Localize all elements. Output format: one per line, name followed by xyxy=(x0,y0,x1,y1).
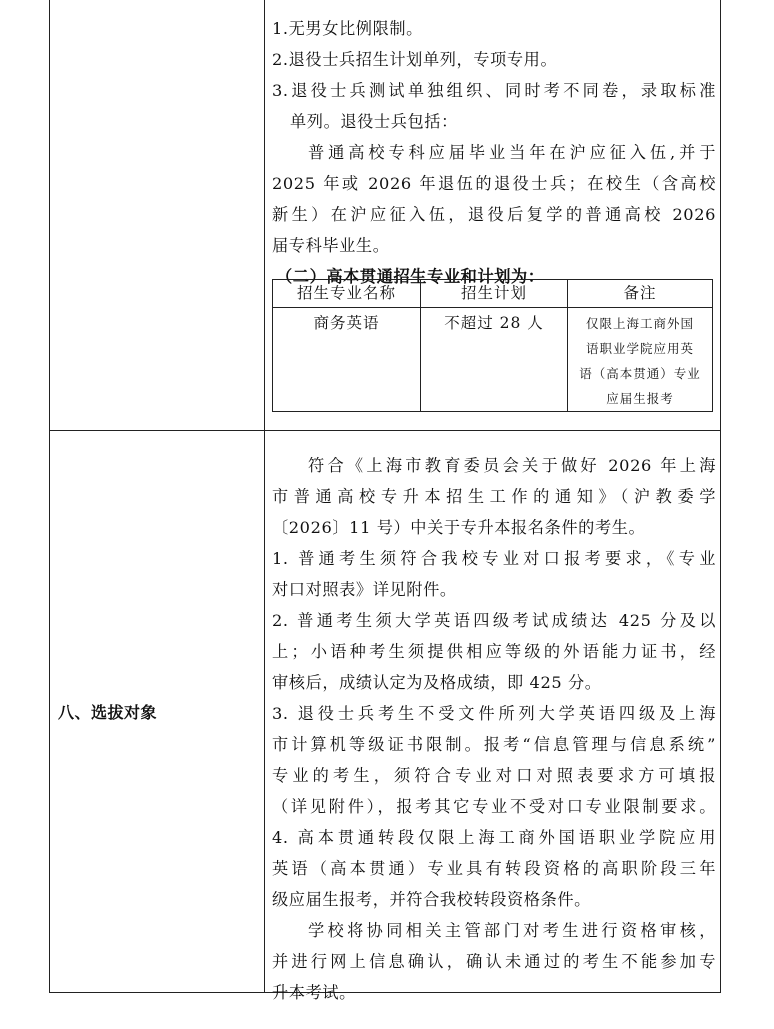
row-label: 八、选拔对象 xyxy=(58,703,158,722)
note-line: 应届生报考 xyxy=(606,391,674,406)
text-line: 单列。退役士兵包括： xyxy=(290,112,458,131)
text-line: （详见附件），报考其它专业不受对口专业限制要求。 xyxy=(272,797,716,816)
text-line: 学校将协同相关主管部门对考生进行资格审核， xyxy=(308,921,716,940)
text-line: 符合《上海市教育委员会关于做好 2026 年上海 xyxy=(308,456,716,475)
plan-table xyxy=(272,279,713,412)
column-divider xyxy=(264,0,265,993)
subheading: （二）高本贯通招生专业和计划为： xyxy=(276,267,545,286)
text-line: 英语（高本贯通）专业具有转段资格的高职阶段三年 xyxy=(272,859,716,878)
table-header: 招生专业名称 xyxy=(273,280,421,308)
text-line: 3.退役士兵测试单独组织、同时考不同卷，录取标准 xyxy=(272,81,716,100)
table-header: 备注 xyxy=(568,280,713,308)
note-line: 仅限上海工商外国 xyxy=(585,316,694,331)
text-line: 对口对照表》详见附件。 xyxy=(272,580,457,599)
text-line: 级应届生报考，并符合我校转段资格条件。 xyxy=(272,890,591,909)
text-line: 市普通高校专升本招生工作的通知》（沪教委学 xyxy=(272,487,716,506)
text-line: 2. 普通考生须大学英语四级考试成绩达 425 分及以 xyxy=(272,611,716,630)
row-divider xyxy=(49,430,721,431)
text-line: 并进行网上信息确认，确认未通过的考生不能参加专 xyxy=(272,952,716,971)
text-line: 新生）在沪应征入伍，退役后复学的普通高校 2026 xyxy=(272,205,716,224)
text-line: 市计算机等级证书限制。报考“信息管理与信息系统” xyxy=(272,735,716,754)
text-line: 升本考试。 xyxy=(272,983,356,1002)
top-content-cell xyxy=(272,13,716,292)
note-line: 语职业学院应用英 xyxy=(585,341,694,356)
text-line: 审核后，成绩认定为及格成绩，即 425 分。 xyxy=(272,673,602,692)
table-header: 招生计划 xyxy=(421,280,568,308)
note-line: 语（高本贯通）专业 xyxy=(579,366,701,381)
text-line: 2025 年或 2026 年退伍的退役士兵；在校生（含高校 xyxy=(272,174,716,193)
text-line: 3. 退役士兵考生不受文件所列大学英语四级及上海 xyxy=(272,704,716,723)
text-line: 普通高校专科应届毕业当年在沪应征入伍,并于 xyxy=(308,143,716,162)
text-line: 专业的考生，须符合专业对口对照表要求方可填报 xyxy=(272,766,716,785)
table-cell-plan: 不超过 28 人 xyxy=(421,308,568,412)
table-cell-note xyxy=(568,308,713,412)
text-line: 4. 高本贯通转段仅限上海工商外国语职业学院应用 xyxy=(272,828,716,847)
text-line: 2.退役士兵招生计划单列，专项专用。 xyxy=(272,50,558,69)
table-cell-major: 商务英语 xyxy=(273,308,421,412)
text-line: 1.无男女比例限制。 xyxy=(272,19,423,38)
bottom-content-cell xyxy=(272,450,716,1008)
text-line: 1. 普通考生须符合我校专业对口报考要求，《专业 xyxy=(272,549,716,568)
text-line: 上；小语种考生须提供相应等级的外语能力证书，经 xyxy=(272,642,716,661)
text-line: 届专科毕业生。 xyxy=(272,236,390,255)
text-line: 〔2026〕11 号）中关于专升本报名条件的考生。 xyxy=(272,518,646,537)
